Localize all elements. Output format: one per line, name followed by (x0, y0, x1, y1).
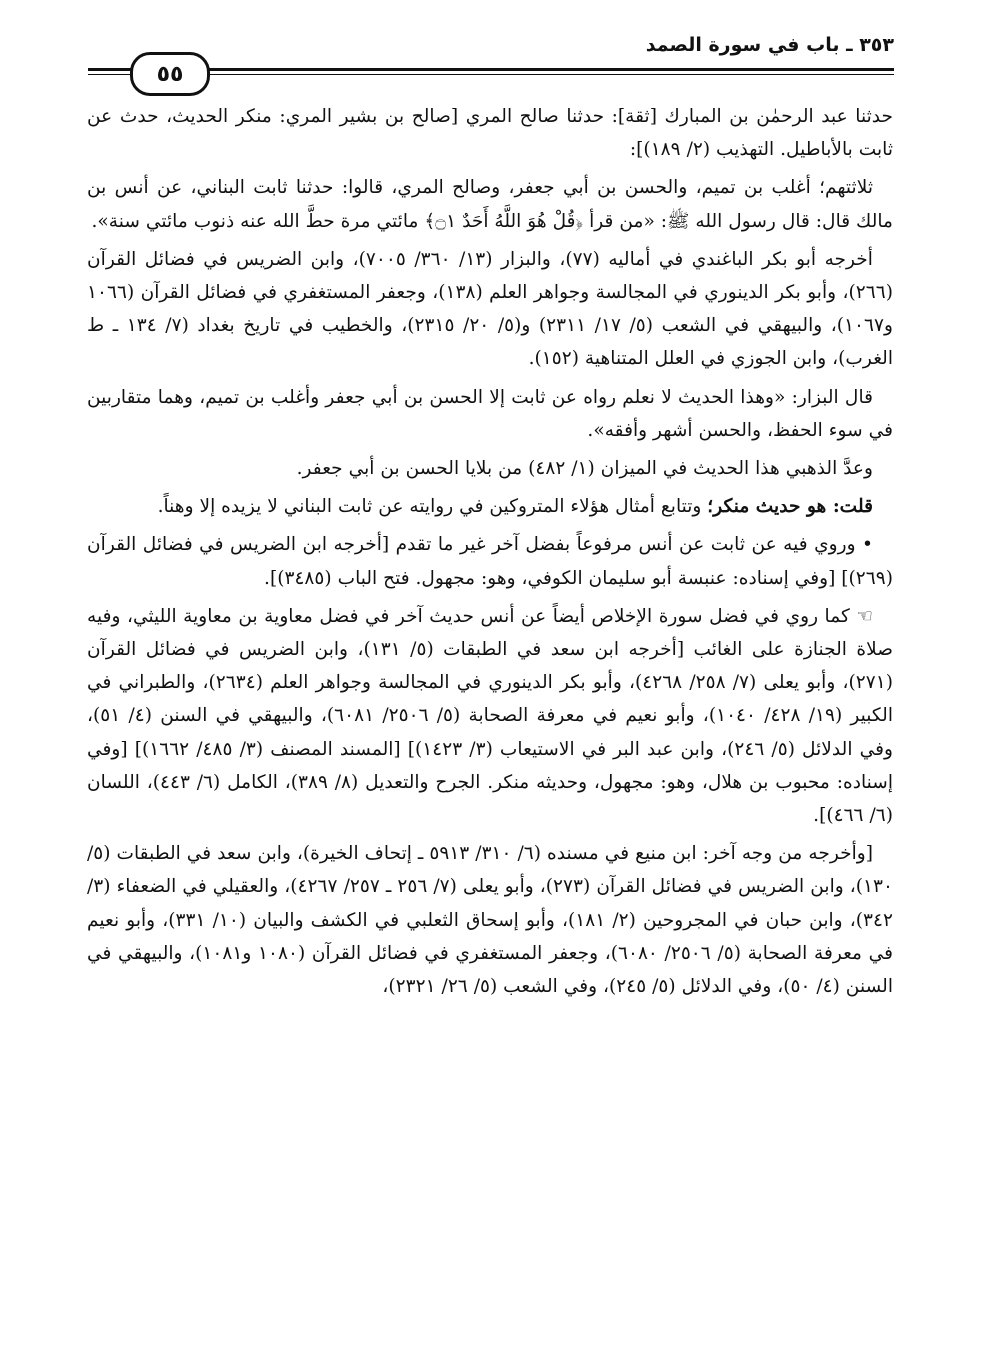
main-text (87, 100, 893, 1008)
page-number-badge (130, 52, 210, 96)
page-header (88, 28, 894, 98)
chapter-title: ٣٥٣ ـ باب في سورة الصمد (645, 34, 894, 56)
page-number: ٥٥ (156, 61, 184, 87)
paragraph: قلت: هو حديث منكر؛ وتتابع أمثال هؤلاء المتروكين في روايته عن ثابت البناني لا يزيده إلا وهناً. (157, 496, 873, 518)
paragraph: قال البزار: «وهذا الحديث لا نعلم رواه عن ثابت إلا الحسن بن أبي جعفر وأغلب بن تميم، وهما متقاربين في سوء الحفظ، والحسن أشهر وأفقه». (87, 386, 893, 441)
paragraph: ☜ كما روي في فضل سورة الإخلاص أيضاً عن أنس حديث آخر في فضل معاوية بن معاوية الليثي، وفيه صلاة الجنازة على الغائب [أخرجه ابن سعد في الطبقات (٥/ ١٣١)، وابن الضريس في فضائل القرآن (٢٧١)، وأبو يعلى (٧/ ٢٥٨/ ٤٢٦٨)، وأبو بكر الدينوري في المجالسة وجواهر العلم (٢٦٣٤)، والطبراني في الكبير (١٩/ ٤٢٨/ ١٠٤٠)، وأبو نعيم في معرفة الصحابة (٥/ ٢٥٠٦/ ٦٠٨١)، والبيهقي في السنن (٤/ ٥١)، وفي الدلائل (٥/ ٢٤٦)، وابن عبد البر في الاستيعاب (٣/ ١٤٢٣)] [المسند المصنف (٣/ ٤٨٥/ ١٦٦٢)] [وفي إسناده: محبوب بن هلال، وهو: مجهول، وحديثه منكر. الجرح والتعديل (٨/ ٣٨٩)، الكامل (٦/ ٤٤٣)، اللسان (٦/ ٤٦٦)]. (87, 605, 894, 827)
paragraph: وعدَّ الذهبي هذا الحديث في الميزان (١/ ٤٨٢) من بلايا الحسن بن أبي جعفر. (296, 458, 873, 480)
paragraph: أخرجه أبو بكر الباغندي في أماليه (٧٧)، والبزار (١٣/ ٣٦٠/ ٧٠٠٥)، وابن الضريس في فضائل القرآن (٢٦٦)، وأبو بكر الدينوري في المجالسة وجواهر العلم (١٣٨)، وجعفر المستغفري في فضائل القرآن (١٠٦٦ و١٠٦٧)، والبيهقي في الشعب (٥/ ١٧/ ٢٣١١) و(٥/ ٢٠/ ٢٣١٥)، والخطيب في تاريخ بغداد (٧/ ١٣٤ ـ ط الغرب)، وابن الجوزي في العلل المتناهية (١٥٢). (87, 248, 894, 370)
paragraph: • وروي فيه عن ثابت عن أنس مرفوعاً بفضل آخر غير ما تقدم [أخرجه ابن الضريس في فضائل القرآن (٢٦٩)] [وفي إسناده: عنبسة أبو سليمان الكوفي، وهو: مجهول. فتح الباب (٣٤٨٥)]. (87, 534, 893, 589)
paragraph: [وأخرجه من وجه آخر: ابن منيع في مسنده (٦/ ٣١٠/ ٥٩١٣ ـ إتحاف الخيرة)، وابن سعد في الطبقات (٥/ ١٣٠)، وابن الضريس في فضائل القرآن (٢٧٣)، وأبو يعلى (٧/ ٢٥٦ ـ ٢٥٧/ ٤٢٦٧)، والعقيلي في الضعفاء (٣/ ٣٤٢)، وابن حبان في المجروحين (٢/ ١٨١)، وأبو إسحاق الثعلبي في الكشف والبيان (١٠/ ٣٣١)، وأبو نعيم في معرفة الصحابة (٥/ ٢٥٠٦/ ٦٠٨٠)، وجعفر المستغفري في فضائل القرآن (١٠٨٠ و١٠٨١)، والبيهقي في السنن (٤/ ٥٠)، وفي الدلائل (٥/ ٢٤٥)، وفي الشعب (٥/ ٢٦/ ٢٣٢١)، (87, 843, 894, 998)
author-comment-lead: قلت: هو حديث منكر؛ (707, 496, 873, 518)
paragraph: ثلاثتهم؛ أغلب بن تميم، والحسن بن أبي جعفر، وصالح المري، قالوا: حدثنا ثابت البناني، عن أنس بن مالك قال: قال رسول الله ﷺ: «من قرأ ﴿قُلْ هُوَ اللَّهُ أَحَدٌ ۝١﴾ مائتي مرة حطَّ الله عنه ذنوب مائتي سنة». (87, 177, 893, 232)
paragraph: حدثنا عبد الرحمٰن بن المبارك [ثقة]: حدثنا صالح المري [صالح بن بشير المري: منكر الحديث، حدث عن ثابت بالأباطيل. التهذيب (٢/ ١٨٩)]: (87, 106, 893, 161)
